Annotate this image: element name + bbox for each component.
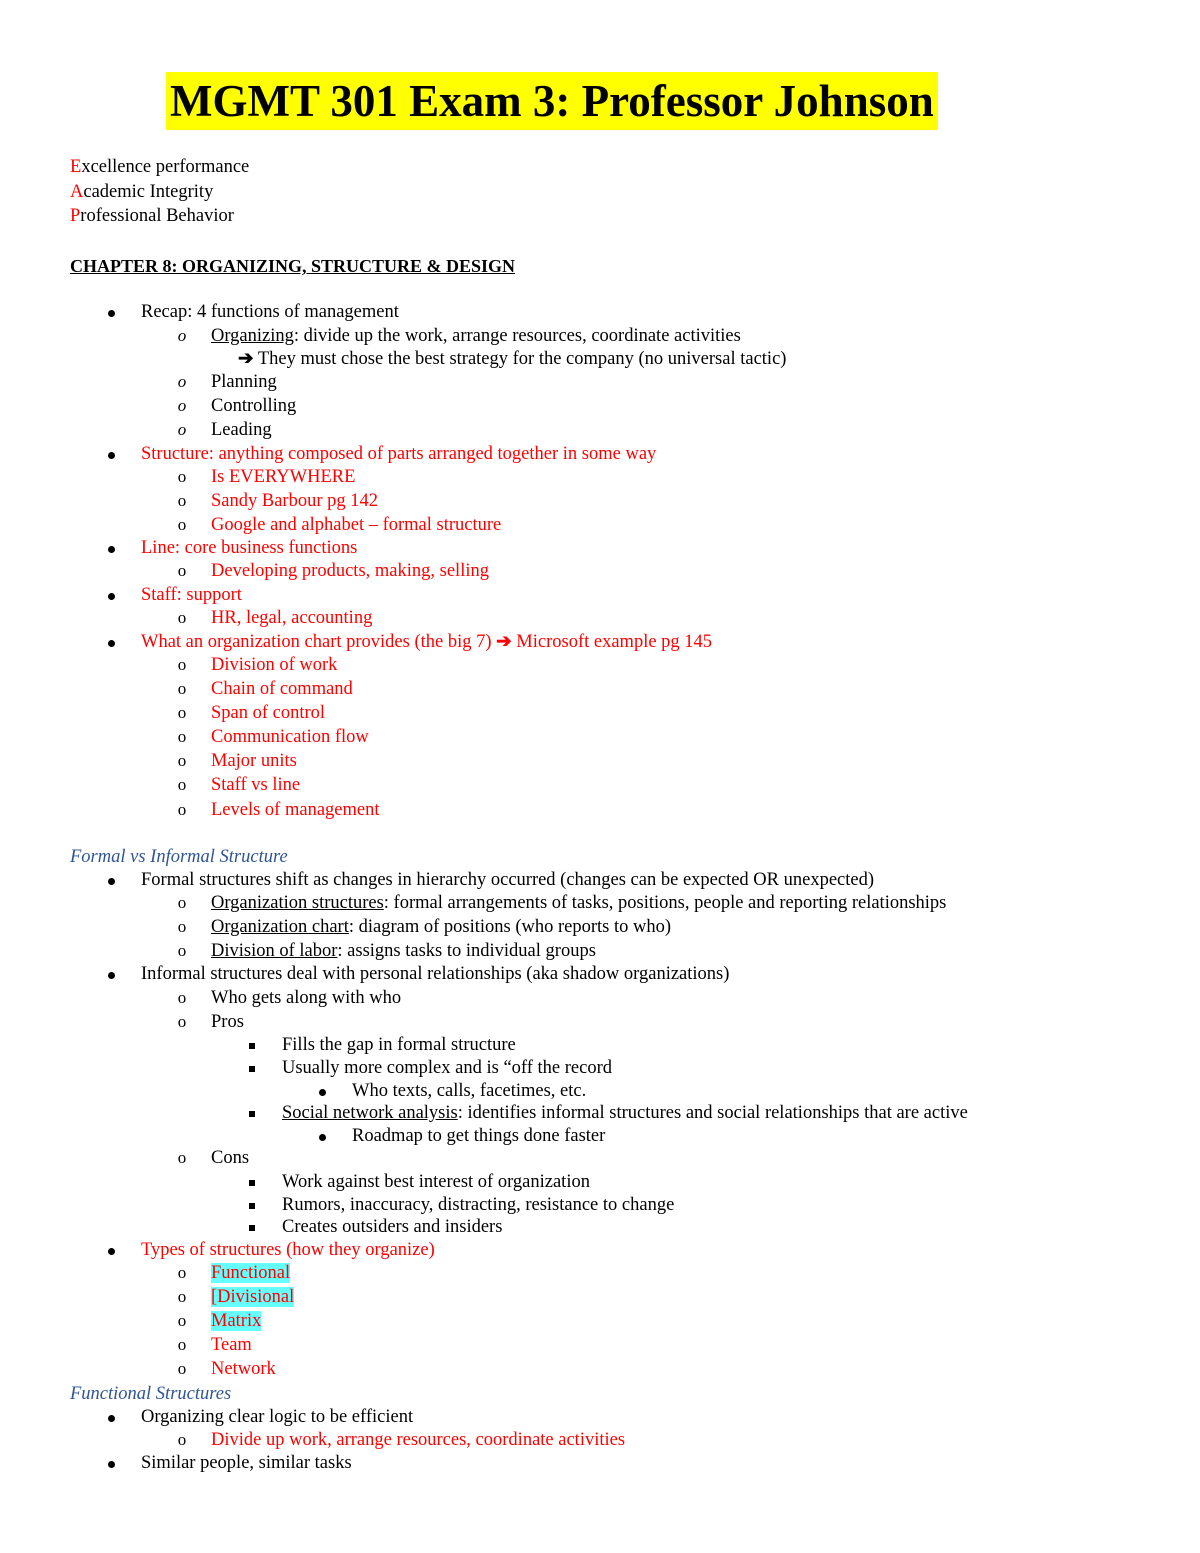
section-heading-functional: Functional Structures [70,1384,232,1404]
bullet-square-icon [244,1033,260,1057]
cons-item: Rumors, inaccuracy, distracting, resistance to change [282,1195,675,1215]
org-chart-item: Span of control [211,703,326,723]
cons-item: Work against best interest of organization [282,1172,590,1192]
bullet-circle-icon: o [177,655,187,674]
bullet-circle-icon: o [177,1359,187,1378]
types-item: Team [211,1335,252,1355]
staff-item: HR, legal, accounting [211,608,373,628]
arrow-right-icon: ➔ [496,632,512,652]
bullet-circle-icon: o [177,941,187,960]
types-item: Functional [211,1263,291,1283]
pros-subitem: Roadmap to get things done faster [352,1126,606,1146]
bullet-circle-icon: o [177,1335,187,1354]
formal-item: Division of labor: assigns tasks to individual groups [211,941,596,961]
bullet-disc-icon [103,300,119,324]
functional-main: Similar people, similar tasks [141,1453,352,1473]
functional-main: Organizing clear logic to be efficient [141,1407,414,1427]
formal-item: Organization chart: diagram of positions (who reports to who) [211,917,672,937]
org-chart-main: What an organization chart provides (the big 7) ➔ Microsoft example pg 145 [141,632,713,652]
org-chart-item: Levels of management [211,800,380,820]
bullet-circle-icon: o [177,1148,187,1167]
formal-item: Organization structures: formal arrangements of tasks, positions, people and reporting relationships [211,893,947,913]
bullet-disc-icon [103,1238,119,1262]
recap-leading: Leading [211,420,272,440]
bullet-circle-icon: o [177,703,187,722]
bullet-circle-icon: o [177,1287,187,1306]
bullet-circle-icon: o [177,420,187,439]
bullet-disc-icon [103,536,119,560]
bullet-square-icon [244,1056,260,1080]
page-title: MGMT 301 Exam 3: Professor Johnson [166,72,938,130]
bullet-circle-icon: o [177,326,187,345]
org-chart-item: Staff vs line [211,775,301,795]
pros-subitem: Who texts, calls, facetimes, etc. [352,1081,587,1101]
bullet-circle-icon: o [177,1263,187,1282]
informal-cons-label: Cons [211,1148,250,1168]
bullet-disc-icon [103,583,119,607]
bullet-circle-icon: o [177,1311,187,1330]
bullet-square-icon [244,1193,260,1217]
bullet-circle-icon: o [177,775,187,794]
structure-item: Sandy Barbour pg 142 [211,491,378,511]
bullet-square-icon [244,1215,260,1239]
ethics-excellence: Excellence performance [70,157,250,177]
chapter-heading: CHAPTER 8: ORGANIZING, STRUCTURE & DESIGN [70,256,516,276]
bullet-disc-icon [103,1451,119,1475]
recap-organizing: Organizing: divide up the work, arrange resources, coordinate activities [211,326,741,346]
bullet-circle-icon: o [177,751,187,770]
ethics-academic: Academic Integrity [70,182,214,202]
recap-organizing-note: ➔ They must chose the best strategy for the company (no universal tactic) [238,349,787,369]
formal-main: Formal structures shift as changes in hierarchy occurred (changes can be expected OR unexpected) [141,870,875,890]
staff-main: Staff: support [141,585,242,605]
structure-item: Google and alphabet – formal structure [211,515,502,535]
bullet-circle-icon: o [177,372,187,391]
functional-sub: Divide up work, arrange resources, coordinate activities [211,1430,626,1450]
arrow-right-icon: ➔ [238,349,254,369]
org-chart-item: Chain of command [211,679,353,699]
bullet-circle-icon: o [177,988,187,1007]
informal-who: Who gets along with who [211,988,402,1008]
bullet-disc-icon [314,1124,330,1148]
ethics-professional: Professional Behavior [70,206,234,226]
bullet-circle-icon: o [177,1430,187,1449]
types-item: [Divisional [211,1287,295,1307]
cons-item: Creates outsiders and insiders [282,1217,503,1237]
bullet-disc-icon [103,1405,119,1429]
bullet-circle-icon: o [177,491,187,510]
line-main: Line: core business functions [141,538,358,558]
bullet-disc-icon [103,630,119,654]
types-main: Types of structures (how they organize) [141,1240,435,1260]
bullet-circle-icon: o [177,800,187,819]
bullet-disc-icon [314,1079,330,1103]
bullet-circle-icon: o [177,679,187,698]
structure-main: Structure: anything composed of parts arranged together in some way [141,444,657,464]
informal-pros-label: Pros [211,1012,244,1032]
bullet-disc-icon [103,442,119,466]
bullet-disc-icon [103,868,119,892]
bullet-circle-icon: o [177,893,187,912]
bullet-square-icon [244,1170,260,1194]
line-item: Developing products, making, selling [211,561,489,581]
bullet-circle-icon: o [177,561,187,580]
bullet-circle-icon: o [177,396,187,415]
org-chart-item: Division of work [211,655,338,675]
structure-item: Is EVERYWHERE [211,467,356,487]
bullet-circle-icon: o [177,917,187,936]
types-item: Network [211,1359,276,1379]
bullet-circle-icon: o [177,608,187,627]
recap-planning: Planning [211,372,277,392]
recap-main: Recap: 4 functions of management [141,302,399,322]
section-heading-formal-informal: Formal vs Informal Structure [70,847,288,867]
types-item: Matrix [211,1311,262,1331]
pros-item: Usually more complex and is “off the record [282,1058,612,1078]
bullet-circle-icon: o [177,515,187,534]
bullet-circle-icon: o [177,727,187,746]
pros-item: Social network analysis: identifies informal structures and social relationships that are active [282,1103,968,1123]
pros-item: Fills the gap in formal structure [282,1035,516,1055]
recap-controlling: Controlling [211,396,297,416]
informal-main: Informal structures deal with personal relationships (aka shadow organizations) [141,964,730,984]
bullet-disc-icon [103,962,119,986]
bullet-circle-icon: o [177,467,187,486]
bullet-circle-icon: o [177,1012,187,1031]
bullet-square-icon [244,1101,260,1125]
org-chart-item: Major units [211,751,297,771]
org-chart-item: Communication flow [211,727,369,747]
